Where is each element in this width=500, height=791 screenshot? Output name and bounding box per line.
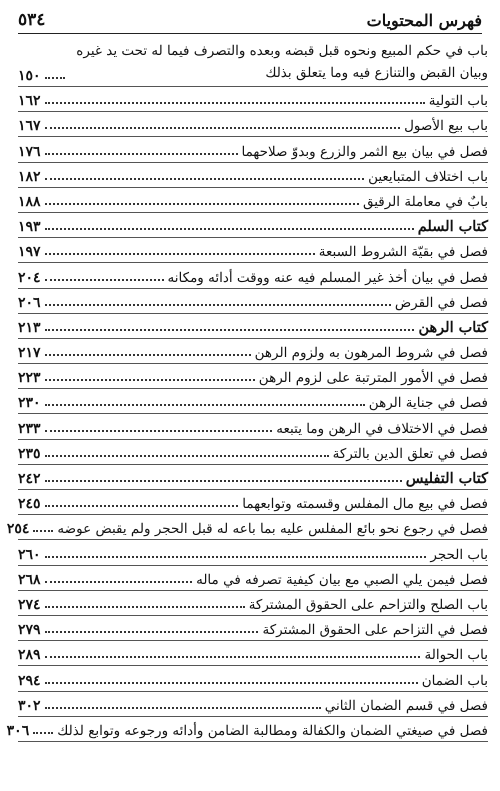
toc-entry-page: ١٩٣: [18, 219, 41, 236]
toc-entry-title: فصل في رجوع نحو بائع المفلس عليه بما باعه له قبل الحجر ولم يقبض عوضه: [57, 521, 488, 538]
toc-entry-page: ٢٤٥: [18, 496, 41, 513]
toc-entry-page: ٣٠٢: [18, 697, 41, 714]
toc-entry-title: فصل في جناية الرهن: [368, 395, 488, 412]
toc-entry: [18, 440, 488, 465]
toc-entry-title: فصل في صيغتي الضمان والكفالة ومطالبة الضامن وأدائه ورجوعه وتوابع لذلك: [57, 722, 488, 739]
toc-entry: [18, 666, 488, 691]
toc-entry-title: باب بيع الأصول: [404, 118, 488, 135]
toc-entry-page: ٢٦٠: [18, 546, 41, 563]
toc-entry: [18, 389, 488, 414]
toc-entry: [18, 87, 488, 112]
dot-leader: [45, 354, 251, 356]
dot-leader: [45, 253, 315, 255]
toc-book-heading: [18, 465, 488, 490]
toc-entry-page: ١٨٢: [18, 168, 41, 185]
dot-leader: [45, 279, 164, 281]
toc-entry-page: ٢٣٠: [18, 395, 41, 412]
dot-leader: [45, 228, 414, 230]
toc-entry-page: ٢٥٤: [6, 521, 30, 538]
dot-leader: [45, 480, 402, 482]
dot-leader: [45, 505, 239, 507]
toc-entry-page: ٢٩٤: [18, 672, 41, 689]
dot-leader: [33, 530, 53, 532]
toc-entry-page: ٢١٣: [18, 319, 41, 336]
toc-entry: [18, 364, 488, 389]
toc-entry: [18, 540, 488, 565]
toc-entry-title: بابٌ في معاملة الرقيق: [362, 193, 488, 210]
toc-entry-title: باب الحجر: [430, 546, 488, 563]
toc-entry: [18, 112, 488, 137]
toc-book-heading: [18, 213, 488, 238]
toc-entry-page: ١٦٢: [18, 93, 41, 110]
toc-entry-title: فصل في القرض: [394, 294, 488, 311]
dot-leader: [45, 430, 273, 432]
toc-entry-page: ٢٣٣: [18, 420, 41, 437]
toc-entry-title: كتاب الرهن: [418, 318, 488, 336]
toc-entry-page: ٢١٧: [18, 345, 41, 362]
toc-entry-title: باب في حكم المبيع ونحوه قبل قبضه وبعده والتصرف فيما له تحت يد غيره وبيان القبض والتنازع فيه وما يتعلق بذلك: [76, 43, 488, 81]
toc-entry-title: باب اختلاف المتبايعين: [368, 168, 488, 185]
toc-entry-page: ١٩٧: [18, 244, 41, 261]
toc-book-heading: [18, 314, 488, 339]
dot-leader: [45, 682, 418, 684]
toc-entry-page: ٢٨٩: [18, 647, 41, 664]
toc-entry-page: ٣٠٦: [6, 722, 30, 739]
toc-entry-title: فصل في قسم الضمان الثاني: [324, 697, 488, 714]
toc-entry-title: فصل في بقيّة الشروط السبعة: [318, 244, 488, 261]
toc-entry-title: باب الصلح والتزاحم على الحقوق المشتركة: [248, 596, 488, 613]
dot-leader: [45, 127, 401, 129]
toc-entry-page: ٢٣٥: [18, 445, 41, 462]
dot-leader: [45, 707, 321, 709]
toc-entry-title: باب الحوالة: [424, 647, 488, 664]
dot-leader: [45, 404, 365, 406]
page-header: [18, 4, 482, 34]
dot-leader: [45, 656, 421, 658]
toc-entry-page: ٢٤٢: [18, 471, 41, 487]
toc-entry-page: ٢٧٤: [18, 596, 41, 613]
toc-list: [6, 40, 488, 742]
dot-leader: [45, 556, 427, 558]
toc-entry-page: ٢٠٤: [18, 269, 41, 286]
toc-entry: [18, 289, 488, 314]
toc-entry: [18, 566, 488, 591]
toc-entry: [18, 238, 488, 263]
toc-entry-title: فصل في الاختلاف في الرهن وما يتبعه: [276, 420, 488, 437]
toc-entry-title: كتاب السلم: [417, 218, 488, 236]
toc-entry: [18, 490, 488, 515]
toc-entry-page: ٢٦٨: [18, 571, 41, 588]
dot-leader: [45, 379, 255, 381]
dot-leader: [45, 631, 259, 633]
toc-entry-page: ١٥٠: [18, 68, 41, 84]
toc-entry-title: فصل فيمن يلي الصبي مع بيان كيفية تصرفه في ماله: [196, 571, 488, 588]
toc-entry: [18, 641, 488, 666]
dot-leader: [45, 203, 359, 205]
toc-entry-title: فصل في الأمور المترتبة على لزوم الرهن: [258, 370, 488, 387]
toc-entry: [18, 591, 488, 616]
toc-entry: [18, 414, 488, 439]
toc-entry-title: فصل في بيع مال المفلس وقسمته وتوابعهما: [242, 496, 488, 513]
toc-entry-title: فصل في بيان أخذ غير المسلم فيه عنه ووقت أدائه ومكانه: [167, 269, 488, 286]
dot-leader: [45, 581, 193, 583]
toc-entry: [18, 188, 488, 213]
toc-entry-title: باب التولية: [428, 93, 488, 110]
toc-entry-page: ١٦٧: [18, 118, 41, 135]
toc-entry: [18, 137, 488, 162]
toc-entry: [18, 263, 488, 288]
toc-entry-page: ٢٧٩: [18, 622, 41, 639]
toc-entry-page: ٢٠٦: [18, 294, 41, 311]
toc-entry-title: فصل في تعلق الدين بالتركة: [332, 445, 488, 462]
toc-entry-page: ٢٢٣: [18, 370, 41, 387]
dot-leader: [45, 77, 65, 79]
toc-entry: [6, 515, 488, 540]
page-number: ٥٣٤: [18, 10, 46, 30]
toc-entry-title: فصل في بيان بيع الثمر والزرع وبدوّ صلاحهما: [241, 143, 488, 160]
dot-leader: [45, 178, 365, 180]
dot-leader: [45, 153, 238, 155]
toc-entry: [6, 717, 488, 742]
toc-entry: [18, 40, 488, 87]
toc-entry-page: ١٧٦: [18, 143, 41, 160]
toc-entry-title: فصل في شروط المرهون به ولزوم الرهن: [254, 345, 488, 362]
dot-leader: [45, 455, 329, 457]
toc-entry: [18, 163, 488, 188]
toc-entry: [18, 616, 488, 641]
toc-entry-title: باب الضمان: [421, 672, 488, 689]
toc-entry-title: فصل في التزاحم على الحقوق المشتركة: [262, 622, 488, 639]
page-title: فهرس المحتويات: [366, 11, 482, 30]
toc-entry-title: كتاب التفليس: [405, 470, 488, 487]
dot-leader: [45, 102, 425, 104]
dot-leader: [45, 606, 245, 608]
toc-entry: [18, 692, 488, 717]
toc-entry-page: ١٨٨: [18, 193, 41, 210]
dot-leader: [45, 304, 391, 306]
dot-leader: [45, 329, 415, 331]
dot-leader: [33, 732, 53, 734]
toc-entry: [18, 339, 488, 364]
